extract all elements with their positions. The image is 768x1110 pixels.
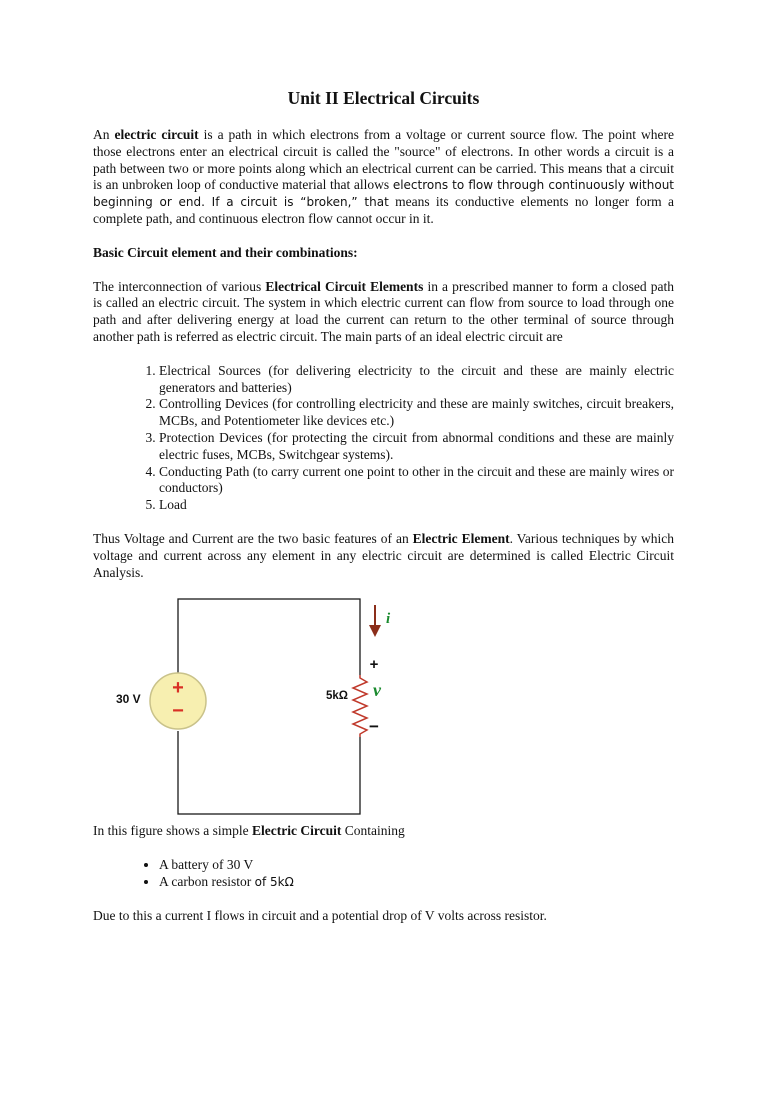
- section-heading: Basic Circuit element and their combinations:: [93, 244, 358, 260]
- list-item: 1. Electrical Sources (for delivering electricity to the circuit and these are mainly electric generators and batteries): [159, 363, 674, 397]
- source-voltage-label: 30 V: [116, 692, 141, 707]
- intro-bold-term: electric circuit: [114, 127, 199, 142]
- list-item: 3. Protection Devices (for protecting the circuit from abnormal conditions and these are mainly electric fuses, MCBs, Switchgear systems).: [159, 430, 674, 464]
- intro-text-1: is a path in which electrons from a voltage or current source flow. The point where those electrons enter an electrical circuit is called the "source" of electrons. In other words a circuit is a path between two or more points along which an electrical current can be carried. This means that a circuit is an unbroken loop of conductive material that allows: [93, 127, 674, 193]
- intro-text-2: means its conductive elements no longer form a complete path, and continuous electron flow cannot occur in it.: [93, 194, 674, 226]
- combination-bold-term: Electrical Circuit Elements: [265, 278, 424, 294]
- current-label: i: [386, 611, 391, 628]
- circuit-parts-list: [93, 363, 674, 514]
- intro-alt-font-text: electrons to flow through continuously without beginning or end. If a circuit is “broken,” that: [93, 178, 675, 210]
- resistor-label: 5kΩ: [326, 690, 349, 703]
- list-item-text: A battery of 30 V: [159, 857, 254, 873]
- list-item: 5. Load: [159, 497, 674, 514]
- voltage-label: v: [373, 680, 381, 701]
- page-title: Unit II Electrical Circuits: [287, 88, 480, 108]
- intro-lead: An: [93, 127, 115, 142]
- conclusion-paragraph: Due to this a current I flows in circuit and a potential drop of V volts across resistor.: [93, 907, 547, 923]
- circuit-diagram: [93, 591, 674, 823]
- combination-text: in a prescribed manner to form a closed path is called an electric circuit. The system in which electric current can flow from source to load through one path and after delivering energy at load the current can return to the other terminal of source through another path is referred as electric circuit. The main parts of an ideal electric circuit are: [93, 278, 674, 344]
- intro-paragraph: [93, 127, 674, 228]
- document-page: [0, 86, 768, 1110]
- figure-caption: [93, 823, 674, 840]
- caption-lead: In this figure shows a simple: [93, 823, 252, 839]
- combination-lead: The interconnection of various: [93, 278, 266, 294]
- caption-text: Containing: [341, 823, 405, 839]
- list-item: [159, 857, 674, 874]
- list-item: [159, 874, 674, 891]
- components-list: [93, 857, 674, 891]
- voltage-minus-sign: −: [369, 717, 379, 737]
- voltage-plus-sign: +: [369, 656, 379, 674]
- list-item: 4. Conducting Path (to carry current one point to other in the circuit and these are mainly wires or conductors): [159, 464, 674, 498]
- list-item: 2. Controlling Devices (for controlling electricity and these are mainly switches, circuit breakers, MCBs, and Potentiometer like devices etc.): [159, 396, 674, 430]
- combination-paragraph: [93, 279, 674, 346]
- list-item-text: A carbon resistor: [159, 873, 255, 889]
- element-bold-term: Electric Element: [412, 530, 510, 546]
- current-arrow-icon: [369, 625, 381, 637]
- caption-bold-term: Electric Circuit: [251, 823, 342, 839]
- list-item-alt-font-text: of 5kΩ: [254, 874, 294, 889]
- circuit-figure: [93, 591, 674, 823]
- element-paragraph: [93, 531, 674, 581]
- battery-minus-sign: −: [172, 700, 184, 723]
- battery-plus-sign: +: [172, 677, 184, 700]
- element-text: . Various techniques by which voltage and current across any element in any electric circuit are determined is called Electric Circuit Analysis.: [93, 530, 674, 580]
- element-lead: Thus Voltage and Current are the two basic features of an: [93, 530, 413, 546]
